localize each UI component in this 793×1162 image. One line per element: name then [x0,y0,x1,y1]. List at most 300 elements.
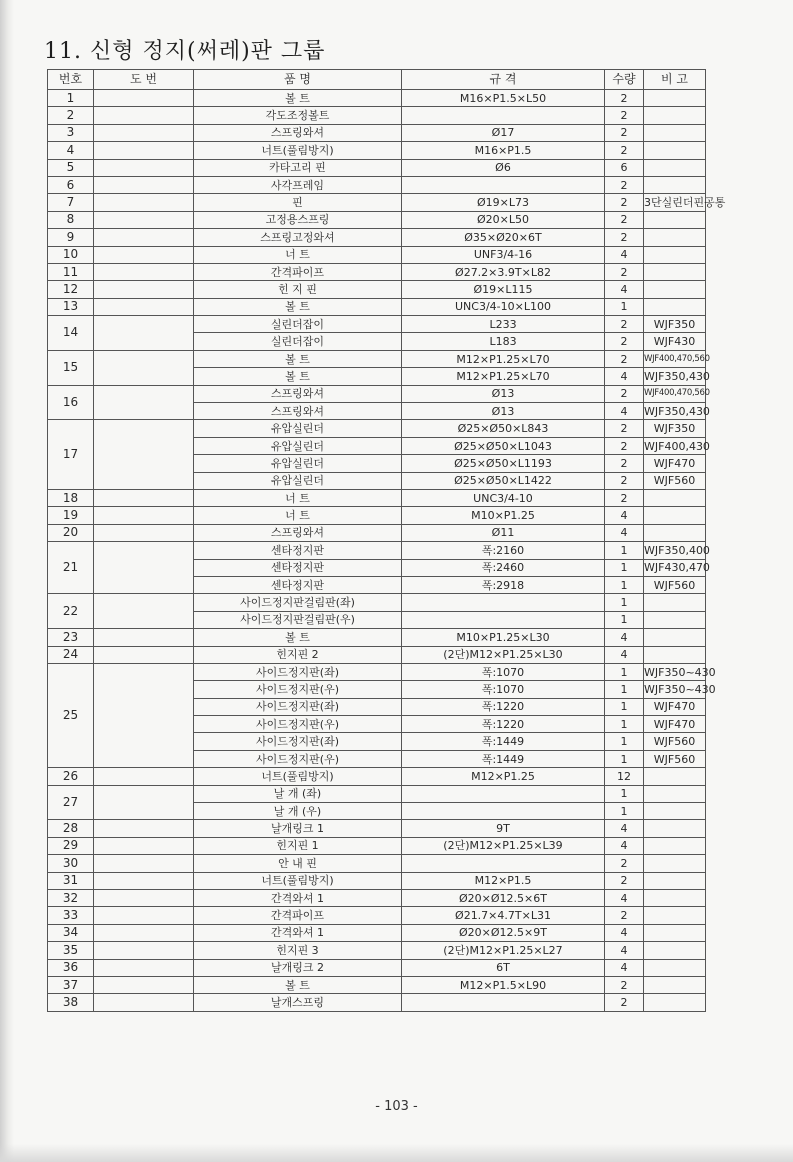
cell-number: 19 [48,507,94,524]
cell-number: 38 [48,994,94,1011]
cell-remarks: WJF400,470,560 [644,350,706,367]
cell-number: 30 [48,855,94,872]
cell-specification: Ø25×Ø50×L843 [402,420,605,437]
cell-part-name: 볼 트 [194,976,402,993]
cell-remarks [644,524,706,541]
cell-part-name: 유압실린더 [194,455,402,472]
table-row [48,211,706,228]
cell-number: 9 [48,229,94,246]
cell-part-name: 사이드정지판(좌) [194,663,402,680]
cell-drawing-number [94,281,194,298]
cell-specification: 폭:1070 [402,681,605,698]
cell-number: 32 [48,889,94,906]
cell-remarks [644,229,706,246]
cell-specification: Ø11 [402,524,605,541]
cell-quantity: 4 [605,959,644,976]
cell-drawing-number [94,785,194,820]
cell-part-name: 볼 트 [194,629,402,646]
cell-remarks [644,489,706,506]
cell-quantity: 1 [605,663,644,680]
cell-quantity: 1 [605,750,644,767]
cell-quantity: 1 [605,733,644,750]
cell-number: 27 [48,785,94,820]
cell-number: 35 [48,942,94,959]
cell-remarks [644,872,706,889]
table-row [48,994,706,1011]
cell-drawing-number [94,629,194,646]
cell-quantity: 1 [605,681,644,698]
table-row [48,385,706,402]
cell-specification: 폭:1220 [402,716,605,733]
cell-drawing-number [94,959,194,976]
cell-quantity: 1 [605,594,644,611]
cell-part-name: 스프링고정와셔 [194,229,402,246]
cell-part-name: 날개스프링 [194,994,402,1011]
cell-part-name: 볼 트 [194,350,402,367]
cell-drawing-number [94,663,194,767]
cell-quantity: 2 [605,385,644,402]
header-specification: 규 격 [402,70,605,90]
cell-quantity: 2 [605,333,644,350]
cell-part-name: 날개링크 1 [194,820,402,837]
cell-specification: UNC3/4-10 [402,489,605,506]
cell-part-name: 사각프레임 [194,176,402,193]
table-row [48,246,706,263]
cell-remarks [644,976,706,993]
table-row [48,768,706,785]
cell-number: 20 [48,524,94,541]
cell-quantity: 2 [605,229,644,246]
table-row [48,907,706,924]
table-row [48,524,706,541]
cell-quantity: 2 [605,994,644,1011]
table-row [48,663,706,680]
cell-quantity: 4 [605,889,644,906]
cell-part-name: 사이드정지판(우) [194,716,402,733]
cell-number: 6 [48,176,94,193]
table-row [48,420,706,437]
cell-remarks: WJF350,430 [644,368,706,385]
table-row [48,629,706,646]
cell-remarks: WJF350 [644,316,706,333]
cell-specification: UNF3/4-16 [402,246,605,263]
cell-number: 25 [48,663,94,767]
cell-specification: 폭:2460 [402,559,605,576]
table-row [48,350,706,367]
cell-remarks: WJF560 [644,472,706,489]
table-row [48,176,706,193]
cell-quantity: 2 [605,976,644,993]
cell-specification: (2단)M12×P1.25×L30 [402,646,605,663]
cell-drawing-number [94,872,194,889]
cell-specification: L233 [402,316,605,333]
cell-remarks [644,785,706,802]
cell-drawing-number [94,542,194,594]
cell-part-name: 볼 트 [194,90,402,107]
cell-specification [402,107,605,124]
cell-number: 24 [48,646,94,663]
cell-part-name: 힌지핀 3 [194,942,402,959]
cell-specification: Ø27.2×3.9T×L82 [402,263,605,280]
cell-number: 4 [48,142,94,159]
table-row [48,298,706,315]
cell-specification [402,803,605,820]
cell-remarks [644,142,706,159]
page-title: 11. 신형 정지(써레)판 그룹 [44,39,326,64]
cell-specification [402,176,605,193]
cell-remarks [644,211,706,228]
cell-quantity: 2 [605,107,644,124]
cell-part-name: 볼 트 [194,368,402,385]
cell-quantity: 2 [605,176,644,193]
cell-part-name: 간격와셔 1 [194,889,402,906]
cell-part-name: 너 트 [194,507,402,524]
cell-number: 22 [48,594,94,629]
cell-specification: L183 [402,333,605,350]
cell-remarks: WJF430,470 [644,559,706,576]
cell-part-name: 날 개 (우) [194,803,402,820]
table-row [48,194,706,211]
cell-quantity: 1 [605,559,644,576]
table-row [48,542,706,559]
cell-remarks [644,107,706,124]
cell-specification: M10×P1.25×L30 [402,629,605,646]
cell-quantity: 1 [605,576,644,593]
cell-number: 34 [48,924,94,941]
cell-part-name: 너트(풀림방지) [194,768,402,785]
cell-remarks [644,855,706,872]
table-row [48,976,706,993]
cell-specification: 폭:1070 [402,663,605,680]
table-row [48,594,706,611]
cell-part-name: 날개링크 2 [194,959,402,976]
cell-drawing-number [94,768,194,785]
cell-quantity: 2 [605,437,644,454]
cell-remarks: WJF560 [644,733,706,750]
cell-quantity: 1 [605,298,644,315]
table-row [48,889,706,906]
cell-remarks: WJF400,470,560 [644,385,706,402]
cell-number: 28 [48,820,94,837]
cell-drawing-number [94,142,194,159]
cell-specification: 6T [402,959,605,976]
cell-number: 5 [48,159,94,176]
cell-quantity: 6 [605,159,644,176]
cell-quantity: 4 [605,646,644,663]
cell-part-name: 힌지핀 2 [194,646,402,663]
table-row [48,316,706,333]
cell-part-name: 카타고리 핀 [194,159,402,176]
cell-drawing-number [94,994,194,1011]
cell-remarks [644,246,706,263]
cell-quantity: 2 [605,142,644,159]
cell-drawing-number [94,194,194,211]
cell-specification: Ø25×Ø50×L1043 [402,437,605,454]
cell-quantity: 2 [605,472,644,489]
cell-specification: M12×P1.5×L90 [402,976,605,993]
cell-number: 37 [48,976,94,993]
cell-specification: Ø20×L50 [402,211,605,228]
cell-number: 11 [48,263,94,280]
cell-quantity: 4 [605,524,644,541]
table-row [48,263,706,280]
cell-part-name: 고정용스프링 [194,211,402,228]
page-number: - 103 - [375,1099,418,1114]
cell-number: 10 [48,246,94,263]
cell-specification: Ø17 [402,124,605,141]
cell-remarks [644,159,706,176]
cell-number: 1 [48,90,94,107]
cell-remarks: WJF470 [644,716,706,733]
cell-number: 29 [48,837,94,854]
table-row [48,229,706,246]
header-part-name: 품 명 [194,70,402,90]
cell-remarks [644,942,706,959]
cell-specification [402,855,605,872]
cell-quantity: 1 [605,542,644,559]
cell-specification: Ø25×Ø50×L1422 [402,472,605,489]
cell-quantity: 4 [605,820,644,837]
cell-part-name: 너 트 [194,246,402,263]
table-header-row [48,70,706,90]
scan-shadow-left [0,0,14,1162]
table-row [48,507,706,524]
cell-quantity: 2 [605,194,644,211]
cell-quantity: 2 [605,455,644,472]
cell-remarks [644,263,706,280]
cell-part-name: 실린더잡이 [194,333,402,350]
cell-drawing-number [94,246,194,263]
cell-drawing-number [94,942,194,959]
cell-quantity: 2 [605,316,644,333]
cell-drawing-number [94,263,194,280]
cell-remarks [644,298,706,315]
cell-drawing-number [94,889,194,906]
cell-specification [402,594,605,611]
cell-remarks [644,820,706,837]
cell-remarks [644,837,706,854]
cell-specification: M16×P1.5 [402,142,605,159]
cell-specification: M12×P1.25×L70 [402,350,605,367]
cell-part-name: 안 내 핀 [194,855,402,872]
header-quantity: 수량 [605,70,644,90]
cell-specification: Ø13 [402,403,605,420]
cell-specification: (2단)M12×P1.25×L27 [402,942,605,959]
cell-specification [402,994,605,1011]
table-row [48,942,706,959]
header-remarks: 비 고 [644,70,706,90]
cell-part-name: 스프링와셔 [194,403,402,420]
cell-quantity: 4 [605,246,644,263]
table-row [48,959,706,976]
cell-remarks [644,924,706,941]
cell-remarks: 3단실린더핀공통 [644,194,706,211]
cell-specification: M12×P1.5 [402,872,605,889]
cell-part-name: 너 트 [194,489,402,506]
cell-remarks: WJF350,430 [644,403,706,420]
cell-part-name: 유압실린더 [194,472,402,489]
cell-quantity: 1 [605,803,644,820]
cell-number: 2 [48,107,94,124]
cell-number: 18 [48,489,94,506]
cell-drawing-number [94,420,194,490]
cell-specification: 폭:1449 [402,750,605,767]
cell-drawing-number [94,124,194,141]
cell-part-name: 힌 지 핀 [194,281,402,298]
cell-specification: 폭:2160 [402,542,605,559]
cell-specification [402,611,605,628]
cell-remarks: WJF430 [644,333,706,350]
cell-remarks: WJF350,400 [644,542,706,559]
cell-remarks [644,959,706,976]
cell-drawing-number [94,159,194,176]
cell-specification: Ø19×L73 [402,194,605,211]
cell-remarks [644,803,706,820]
cell-number: 12 [48,281,94,298]
cell-quantity: 2 [605,90,644,107]
cell-remarks: WJF560 [644,750,706,767]
cell-drawing-number [94,298,194,315]
cell-part-name: 유압실린더 [194,420,402,437]
cell-quantity: 1 [605,611,644,628]
cell-drawing-number [94,350,194,385]
cell-remarks [644,994,706,1011]
table-row [48,872,706,889]
cell-number: 31 [48,872,94,889]
cell-number: 14 [48,316,94,351]
cell-quantity: 4 [605,629,644,646]
table-row [48,124,706,141]
cell-specification: M12×P1.25×L70 [402,368,605,385]
cell-remarks [644,281,706,298]
cell-drawing-number [94,837,194,854]
cell-drawing-number [94,229,194,246]
cell-drawing-number [94,176,194,193]
cell-part-name: 센타정지판 [194,576,402,593]
cell-drawing-number [94,90,194,107]
table-row [48,90,706,107]
cell-drawing-number [94,646,194,663]
cell-remarks [644,889,706,906]
cell-part-name: 센타정지판 [194,542,402,559]
cell-specification: (2단)M12×P1.25×L39 [402,837,605,854]
cell-specification: M10×P1.25 [402,507,605,524]
cell-quantity: 2 [605,211,644,228]
table-row [48,785,706,802]
cell-part-name: 사이드정지판걸림판(좌) [194,594,402,611]
cell-remarks [644,907,706,924]
cell-part-name: 볼 트 [194,298,402,315]
cell-part-name: 사이드정지판(좌) [194,698,402,715]
cell-drawing-number [94,107,194,124]
cell-part-name: 사이드정지판걸림판(우) [194,611,402,628]
cell-part-name: 간격파이프 [194,263,402,280]
cell-part-name: 사이드정지판(우) [194,681,402,698]
cell-number: 26 [48,768,94,785]
cell-remarks: WJF560 [644,576,706,593]
parts-table [47,69,726,1012]
table-row [48,924,706,941]
cell-remarks [644,90,706,107]
cell-specification: Ø19×L115 [402,281,605,298]
table-row [48,142,706,159]
cell-specification: M16×P1.5×L50 [402,90,605,107]
scan-shadow-bottom [0,1144,793,1162]
cell-specification: Ø6 [402,159,605,176]
cell-specification: Ø20×Ø12.5×9T [402,924,605,941]
cell-number: 23 [48,629,94,646]
cell-number: 36 [48,959,94,976]
cell-drawing-number [94,524,194,541]
cell-part-name: 너트(풀림방지) [194,142,402,159]
table-row [48,107,706,124]
cell-remarks: WJF350~430 [644,663,706,680]
cell-part-name: 날 개 (좌) [194,785,402,802]
cell-number: 17 [48,420,94,490]
cell-specification: 폭:1449 [402,733,605,750]
table-row [48,281,706,298]
cell-part-name: 센타정지판 [194,559,402,576]
table-row [48,855,706,872]
cell-part-name: 너트(풀림방지) [194,872,402,889]
cell-quantity: 4 [605,942,644,959]
header-drawing-number: 도 번 [94,70,194,90]
cell-remarks: WJF470 [644,698,706,715]
cell-quantity: 2 [605,489,644,506]
cell-drawing-number [94,211,194,228]
cell-quantity: 1 [605,698,644,715]
cell-quantity: 2 [605,872,644,889]
cell-specification: Ø21.7×4.7T×L31 [402,907,605,924]
cell-drawing-number [94,820,194,837]
cell-remarks [644,124,706,141]
cell-remarks [644,646,706,663]
cell-quantity: 1 [605,716,644,733]
cell-quantity: 4 [605,368,644,385]
cell-remarks [644,611,706,628]
header-number: 번호 [48,70,94,90]
cell-quantity: 2 [605,124,644,141]
cell-drawing-number [94,489,194,506]
cell-specification: Ø20×Ø12.5×6T [402,889,605,906]
cell-remarks [644,629,706,646]
cell-number: 7 [48,194,94,211]
cell-quantity: 2 [605,350,644,367]
cell-quantity: 2 [605,855,644,872]
cell-remarks [644,176,706,193]
cell-number: 3 [48,124,94,141]
cell-part-name: 힌지핀 1 [194,837,402,854]
cell-number: 8 [48,211,94,228]
cell-drawing-number [94,855,194,872]
table-row [48,489,706,506]
cell-quantity: 1 [605,785,644,802]
cell-part-name: 핀 [194,194,402,211]
cell-part-name: 사이드정지판(우) [194,750,402,767]
cell-remarks [644,594,706,611]
cell-specification: 폭:1220 [402,698,605,715]
cell-part-name: 실린더잡이 [194,316,402,333]
cell-specification [402,785,605,802]
cell-specification: UNC3/4-10×L100 [402,298,605,315]
cell-number: 15 [48,350,94,385]
cell-remarks: WJF350 [644,420,706,437]
cell-drawing-number [94,385,194,420]
cell-part-name: 사이드정지판(좌) [194,733,402,750]
cell-quantity: 4 [605,507,644,524]
cell-part-name: 간격파이프 [194,907,402,924]
cell-number: 16 [48,385,94,420]
